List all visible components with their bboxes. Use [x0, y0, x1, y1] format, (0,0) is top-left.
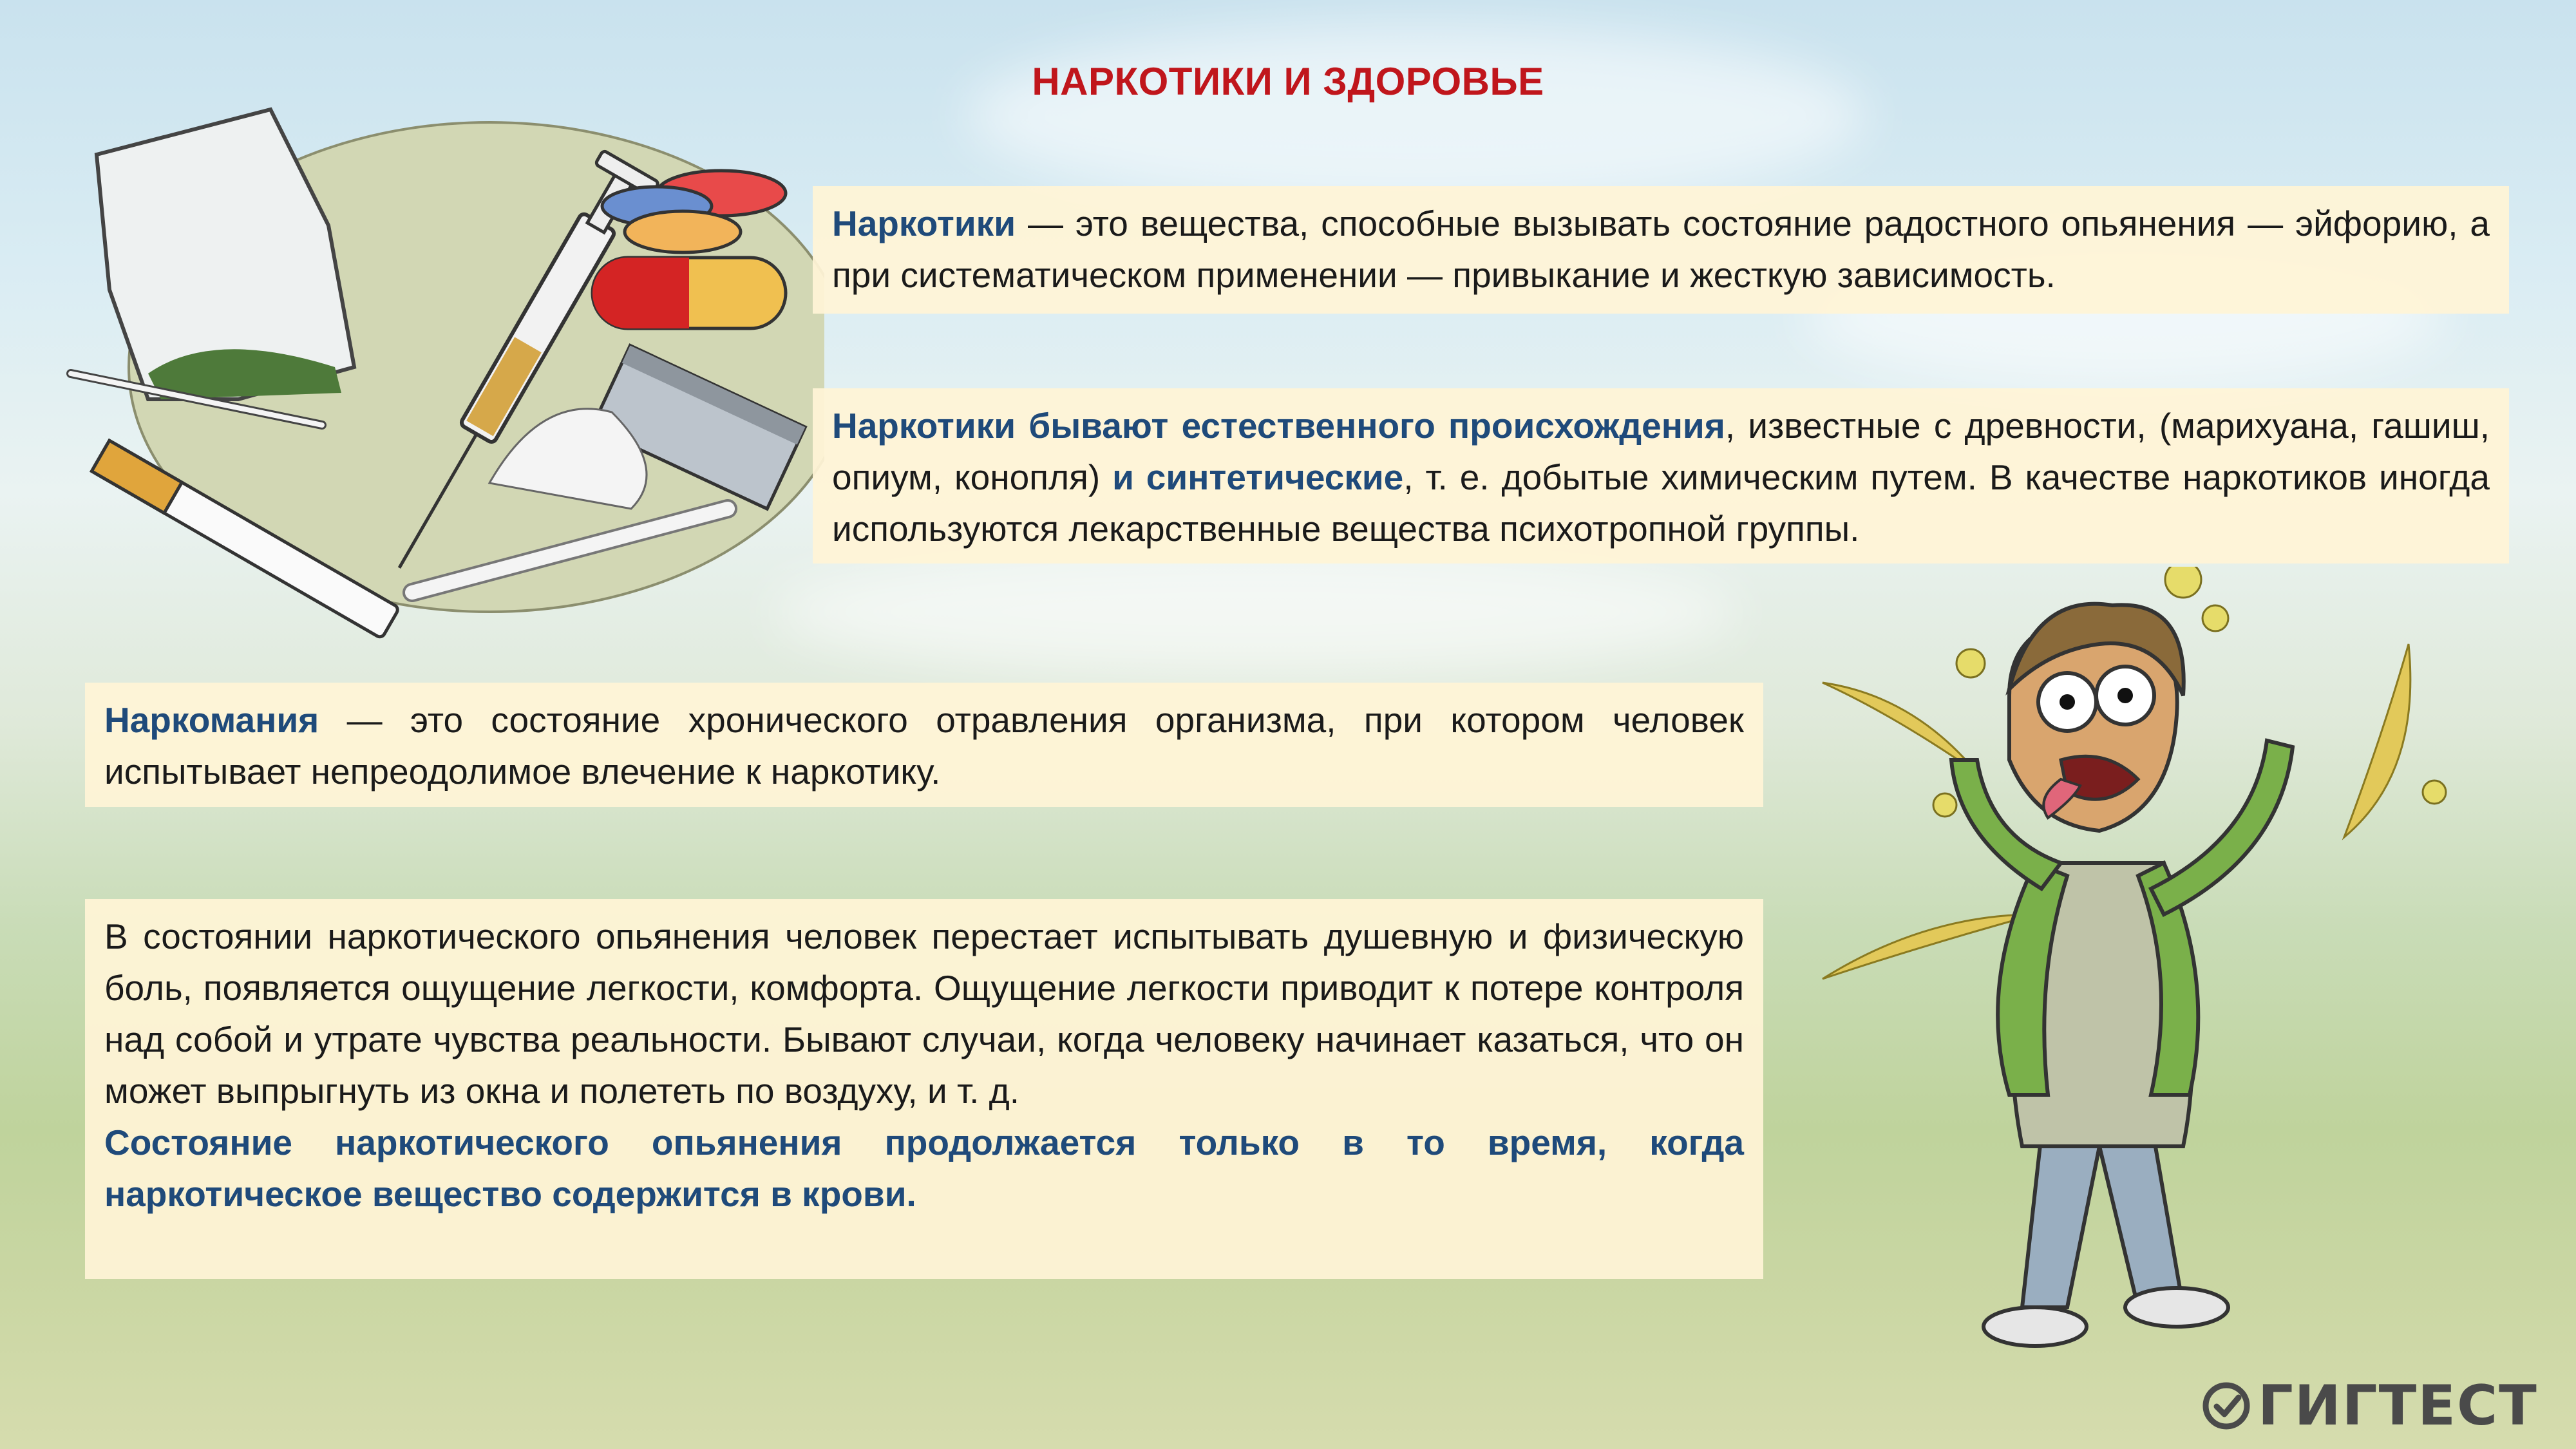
page-title: НАРКОТИКИ И ЗДОРОВЬЕ [1032, 60, 1544, 103]
logo [2201, 1374, 2538, 1438]
term-natural: Наркотики бывают естественного происхождения [832, 406, 1725, 446]
intoxication-description [85, 899, 1763, 1279]
term-narcotics: Наркотики [832, 204, 1016, 243]
addiction-text: — это состояние хронического отравления организма, при котором человек испытывает непреодолимое влечение к наркотику. [104, 700, 1744, 791]
definition-text: — это вещества, способные вызывать состояние радостного опьянения — эйфорию, а при систематическом применении — привыкание и жесткую зависимость. [832, 204, 2490, 295]
agitated-man-illustration [1765, 567, 2576, 1404]
term-addiction: Наркомания [104, 700, 319, 740]
checkmark-circle-icon [2201, 1381, 2251, 1431]
cloud [773, 547, 1739, 676]
definition-addiction [85, 683, 1763, 807]
term-synthetic: и синтетические [1112, 457, 1404, 497]
narcotics-origin [813, 388, 2509, 564]
pill-icon [625, 211, 741, 252]
intoxication-text: В состоянии наркотического опьянения человек перестает испытывать душевную и физическую боль, появляется ощущение легкости, комфорта. Ощущение легкости приводит к потере контроля над собой и утрате чувства реальности. Бывают случаи, когда человеку начинает казаться, что он может выпрыгнуть из окна и полететь по воздуху, и т. д. [104, 916, 1744, 1111]
definition-narcotics [813, 186, 2509, 314]
origin-text: , известные с древности, (марихуана, гашиш, опиум, конопля) [832, 406, 2490, 497]
origin-text-2: , т. е. добытые химическим путем. В качестве наркотиков иногда используются лекарственные вещества психотропной группы. [832, 457, 2490, 549]
cloud [966, 26, 1868, 206]
intoxication-emphasis: Состояние наркотического опьянения продолжается только в то время, когда наркотическое вещество содержится в крови. [104, 1122, 1744, 1214]
logo-text: ГИГТЕСТ [2258, 1374, 2538, 1438]
drugs-illustration [52, 97, 824, 650]
